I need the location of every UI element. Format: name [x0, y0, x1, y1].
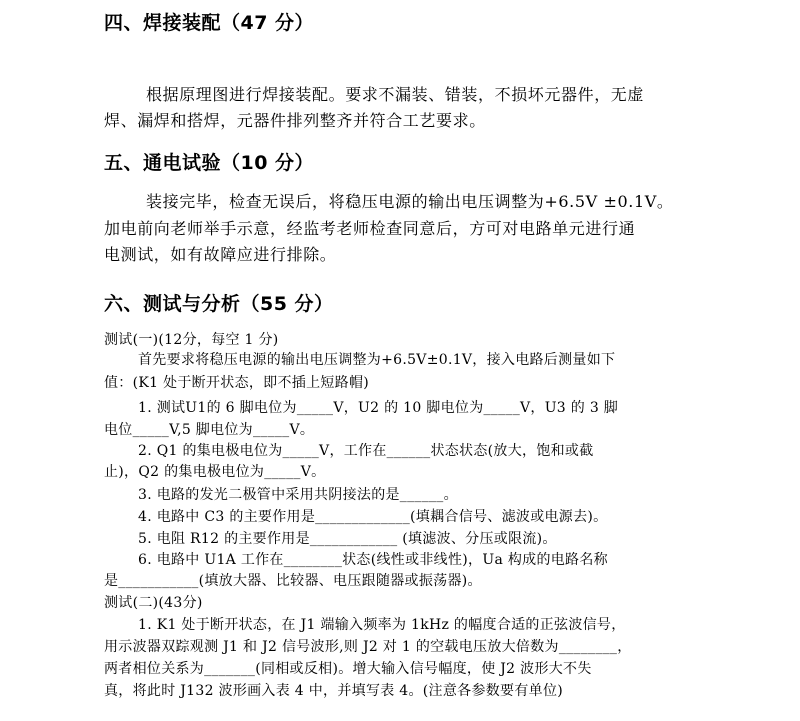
test-one-title: 测试(一)(12分，每空 1 分) — [104, 332, 279, 348]
test-two-title: 测试(二)(43分) — [104, 595, 203, 611]
test-two-q1-line1: 1. K1 处于断开状态，在 J1 端输入频率为 1kHz 的幅度合适的正弦波信号， — [138, 617, 626, 633]
question-4: 4. 电路中 C3 的主要作用是_____________(填耦合信号、滤波或电源去)。 — [138, 509, 608, 525]
test-one-intro-line1: 首先要求将稳压电源的输出电压调整为+6.5V±0.1V，接入电路后测量如下 — [138, 352, 616, 368]
section-five-heading: 五、通电试验（10 分） — [104, 152, 315, 174]
section-five-body-line2: 加电前向老师举手示意，经监考老师检查同意后，方可对电路单元进行通 — [104, 219, 636, 238]
section-six-heading: 六、测试与分析（55 分） — [104, 293, 334, 315]
section-four-body-line2: 焊、漏焊和搭焊，元器件排列整齐并符合工艺要求。 — [104, 111, 486, 130]
section-five-body-line3: 电测试，如有故障应进行排除。 — [104, 245, 337, 264]
question-5: 5. 电阻 R12 的主要作用是____________ (填滤波、分压或限流)。 — [138, 531, 557, 547]
question-1-line1: 1. 测试U1的 6 脚电位为_____V，U2 的 10 脚电位为_____V，U3 的 3 脚 — [138, 400, 619, 416]
question-2-line2: 止)，Q2 的集电极电位为_____V。 — [104, 464, 326, 480]
section-four-heading: 四、焊接装配（47 分） — [104, 12, 315, 34]
section-four-body-line1: 根据原理图进行焊接装配。要求不漏装、错装，不损坏元器件，无虚 — [146, 85, 645, 104]
test-one-intro-line2: 值：(K1 处于断开状态，即不插上短路帽) — [104, 375, 370, 391]
test-two-q1-line4: 真，将此时 J132 波形画入表 4 中，并填写表 4。(注意各参数要有单位) — [104, 683, 564, 699]
test-two-q1-line3: 两者相位关系为_______(同相或反相)。增大输入信号幅度，使 J2 波形大不失 — [104, 661, 592, 677]
question-6-line1: 6. 电路中 U1A 工作在________状态(线性或非线性)，Ua 构成的电路名称 — [138, 552, 608, 568]
question-6-line2: 是___________(填放大器、比较器、电压跟随器或振荡器)。 — [104, 573, 482, 589]
test-two-q1-line2: 用示波器双踪观测 J1 和 J2 信号波形,则 J2 对 1 的空载电压放大倍数为________， — [104, 639, 632, 655]
question-3: 3. 电路的发光二极管中采用共阴接法的是______。 — [138, 487, 458, 503]
question-2-line1: 2. Q1 的集电极电位为_____V，工作在______状态状态(放大，饱和或截 — [138, 443, 594, 459]
question-1-line2: 电位_____V,5 脚电位为_____V。 — [104, 422, 315, 438]
section-five-body-line1: 装接完毕，检查无误后，将稳压电源的输出电压调整为+6.5V ±0.1V。 — [146, 192, 674, 211]
